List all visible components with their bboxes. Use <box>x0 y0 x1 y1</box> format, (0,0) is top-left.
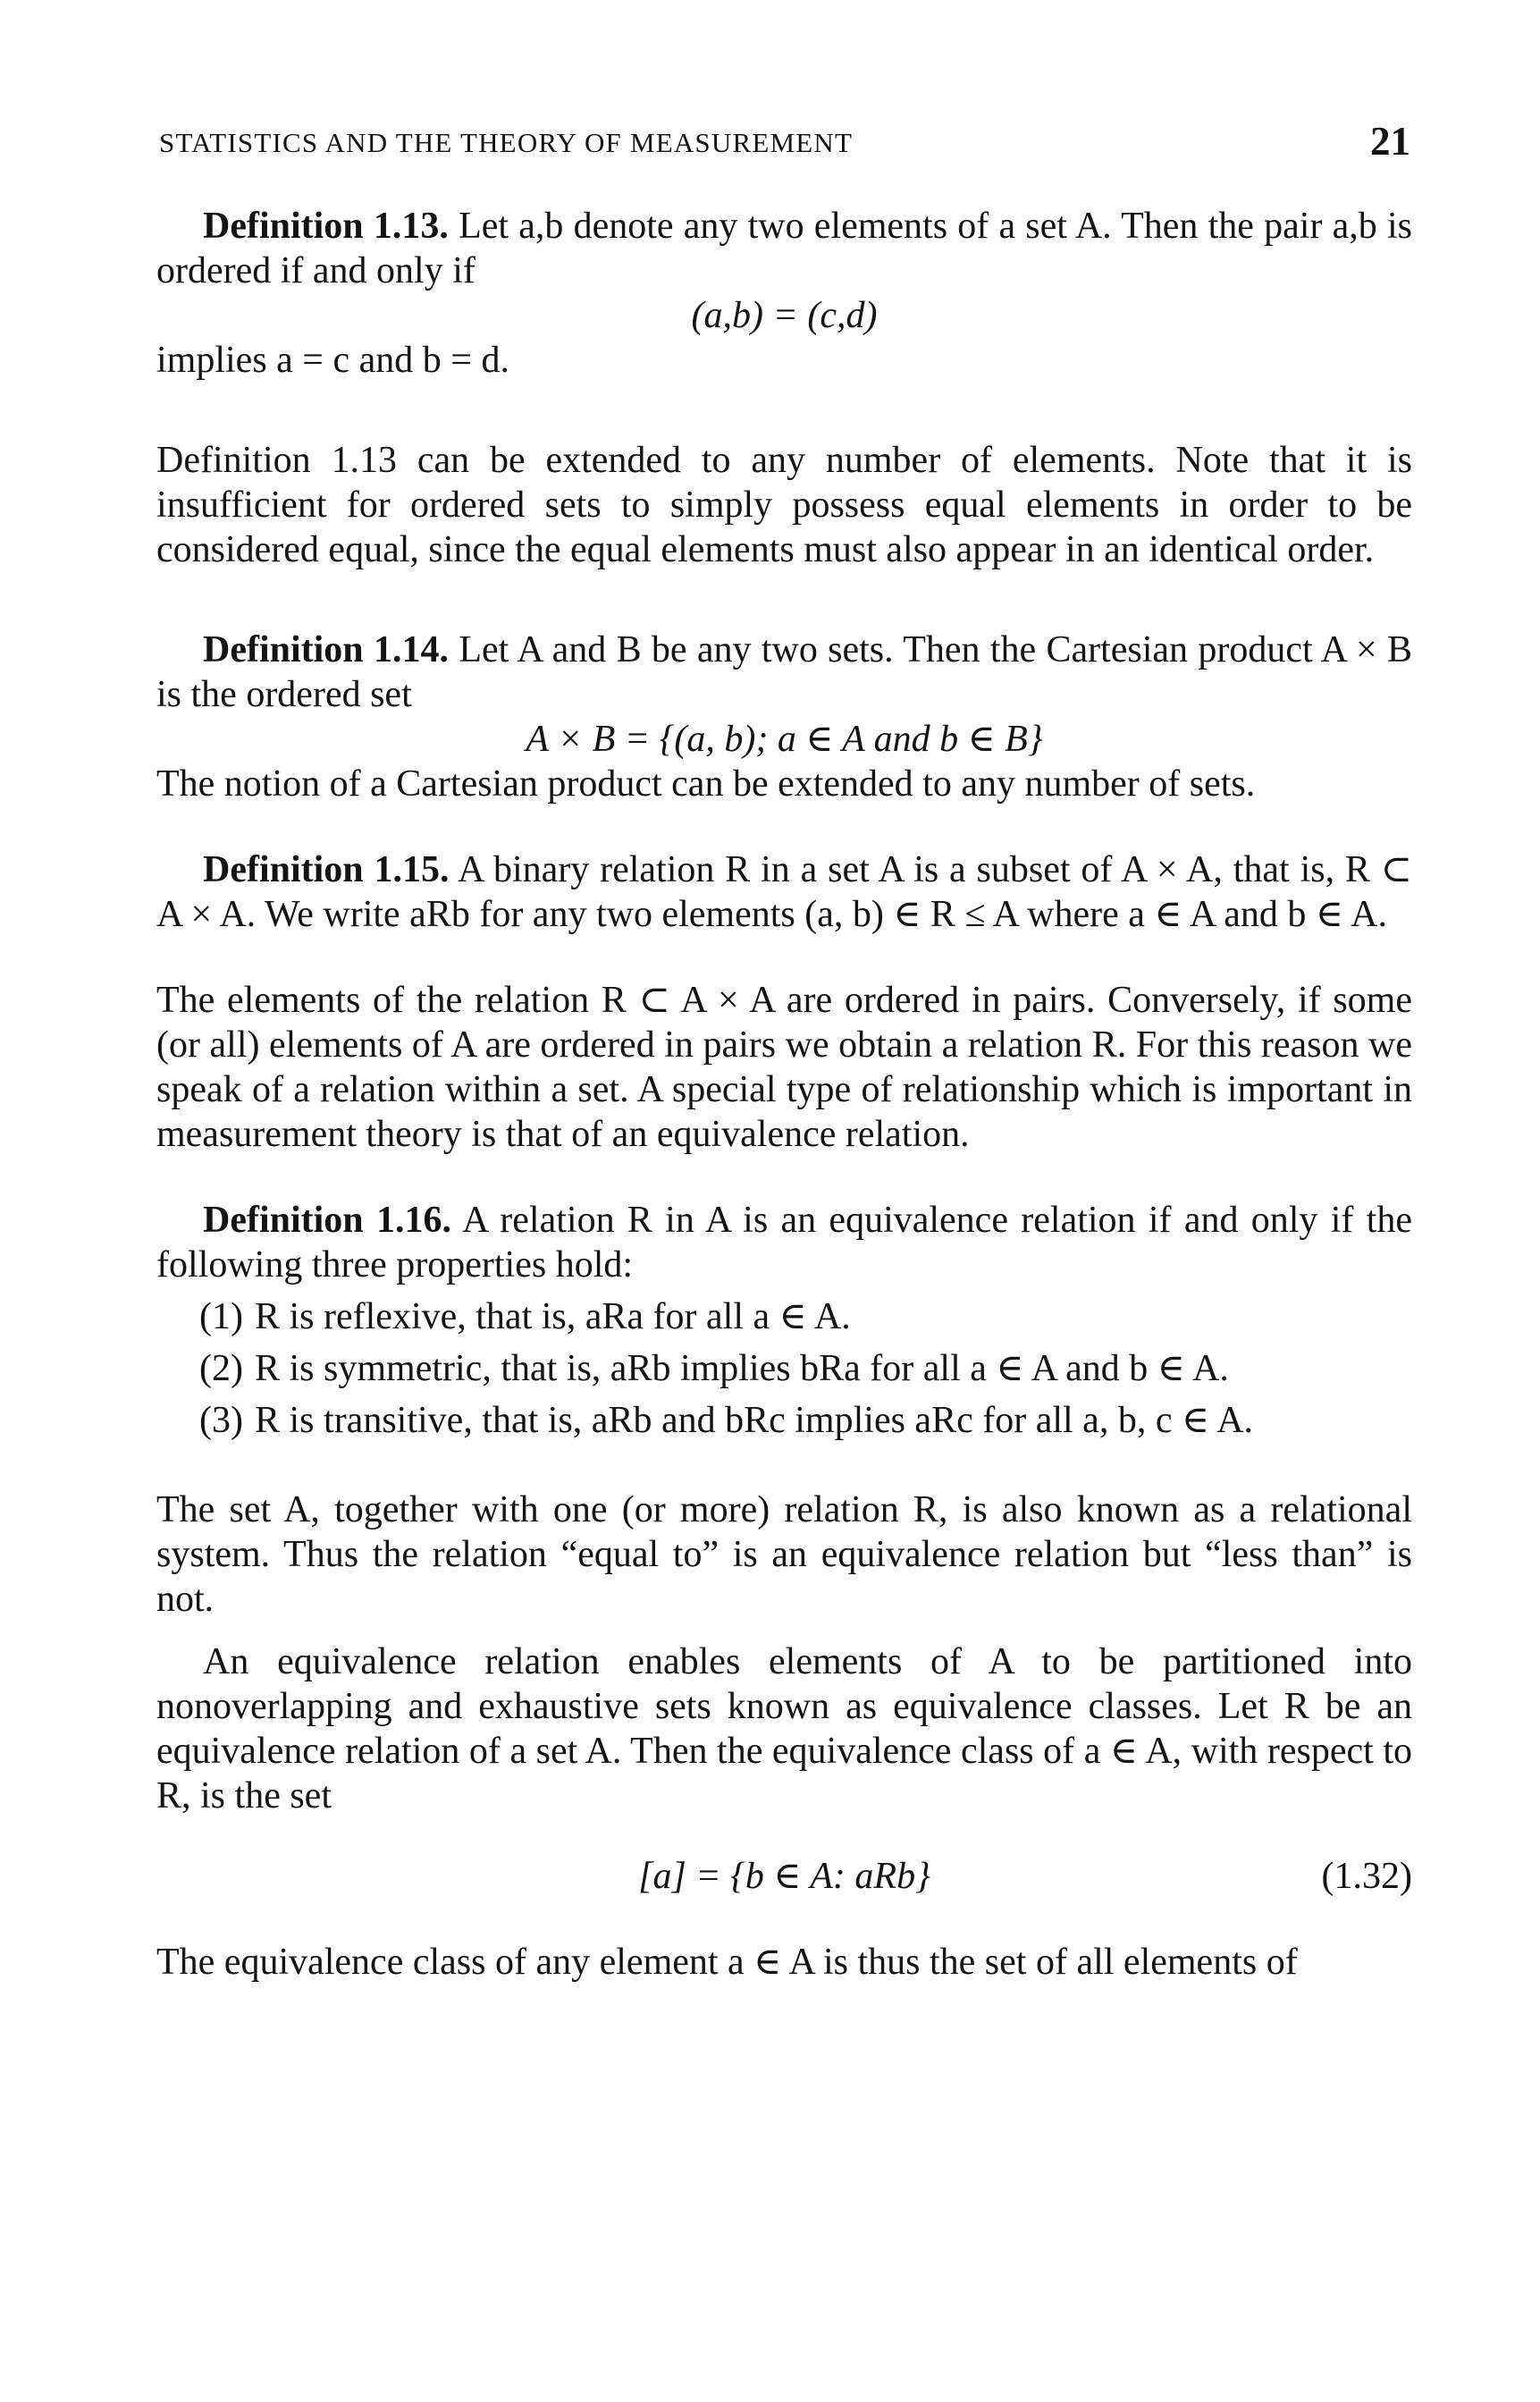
property-list <box>156 1291 1412 1446</box>
item-text: R is transitive, that is, aRb and bRc implies aRc for all a, b, c ∈ A. <box>255 1400 1254 1441</box>
definition-text: A relation R in A is an equivalence relation if and only if the following three properties hold: <box>156 1200 1413 1285</box>
item-number: (2) <box>199 1348 243 1389</box>
definition-label: Definition 1.15. <box>203 849 450 890</box>
definition-label: Definition 1.14. <box>203 629 449 670</box>
equation-body: [a] = {b ∈ A: aRb} <box>638 1856 930 1897</box>
paragraph: An equivalence relation enables elements of A to be partitioned into nonoverlapping and exhaustive sets known as equivalence classes. Let R be an equivalence relation of a set A. Then the equivalence class of a ∈ A, with respect to R, is the set <box>156 1641 1412 1816</box>
definition-text: A binary relation R in a set A is a subset of A × A, that is, R ⊂ A × A. We write aRb for any two elements (a, b) ∈ R ≤ A where a ∈ A and b ∈ A. <box>156 849 1412 935</box>
definition-text: Let a,b denote any two elements of a set A. Then the pair a,b is ordered if and only if <box>156 206 1412 291</box>
definition-label: Definition 1.13. <box>203 206 449 247</box>
paragraph: The equivalence class of any element a ∈ A is thus the set of all elements of <box>156 1942 1298 1983</box>
definition-1-16 <box>156 1198 1412 1287</box>
paragraph: The elements of the relation R ⊂ A × A are ordered in pairs. Conversely, if some (or all) elements of A are ordered in pairs we obtain a relation R. For this reason we speak of a relation within a set. A special type of relationship which is important in measurement theory is that of an equivalence relation. <box>156 980 1412 1155</box>
item-number: (3) <box>199 1400 243 1441</box>
equation-number: (1.32) <box>1321 1856 1412 1897</box>
definition-label: Definition 1.16. <box>203 1200 451 1241</box>
page-header <box>159 114 1410 168</box>
list-item <box>199 1395 1412 1446</box>
body-text <box>156 204 1412 1985</box>
paragraph: The set A, together with one (or more) relation R, is also known as a relational system. Thus the relation “equal to” is an equivalence relation but “less than” is not. <box>156 1489 1412 1620</box>
item-number: (1) <box>199 1296 243 1337</box>
definition-1-15 <box>156 847 1412 937</box>
item-text: R is reflexive, that is, aRa for all a ∈ A. <box>255 1296 851 1337</box>
running-head: STATISTICS AND THE THEORY OF MEASUREMENT <box>159 127 854 158</box>
list-item <box>199 1343 1412 1395</box>
display-equation: A × B = {(a, b); a ∈ A and b ∈ B} <box>526 719 1043 760</box>
paragraph: The notion of a Cartesian product can be extended to any number of sets. <box>156 763 1256 805</box>
list-item <box>199 1291 1412 1343</box>
definition-1-14 <box>156 628 1412 717</box>
paragraph: implies a = c and b = d. <box>156 340 509 381</box>
paragraph: Definition 1.13 can be extended to any number of elements. Note that it is insufficient for ordered sets to simply possess equal elements in order to be considered equal, since the equal elements must also appear in an identical order. <box>156 440 1412 570</box>
page-number: 21 <box>1370 119 1410 164</box>
display-equation: (a,b) = (c,d) <box>691 295 878 336</box>
definition-1-13 <box>156 204 1412 293</box>
numbered-equation <box>156 1854 1412 1899</box>
definition-text: Let A and B be any two sets. Then the Cartesian product A × B is the ordered set <box>156 629 1413 715</box>
item-text: R is symmetric, that is, aRb implies bRa for all a ∈ A and b ∈ A. <box>255 1348 1229 1389</box>
